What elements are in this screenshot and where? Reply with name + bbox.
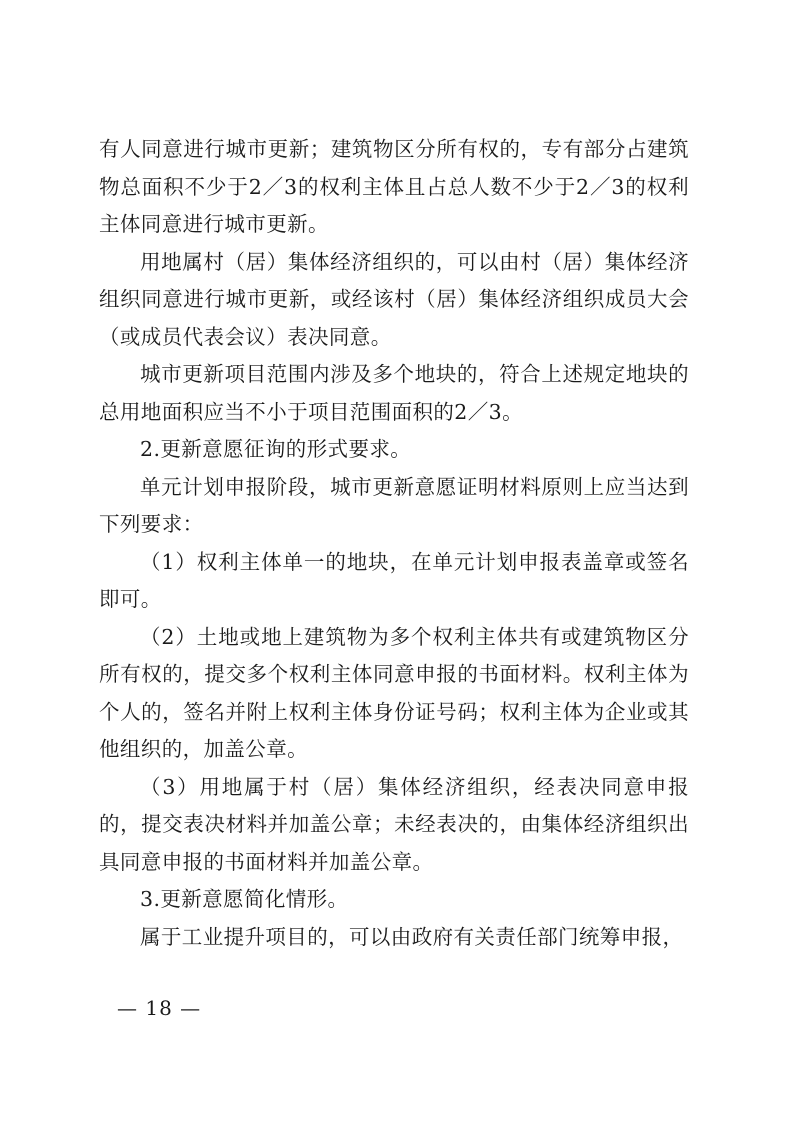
list-item-2: （2）土地或地上建筑物为多个权利主体共有或建筑物区分所有权的，提交多个权利主体同意申报的书面材料。权利主体为个人的，签名并附上权利主体身份证号码；权利主体为企业或其他组织的，加盖公章。 — [99, 624, 689, 761]
heading-simplified-cases: 3.更新意愿简化情形。 — [140, 887, 349, 911]
paragraph-multiple-plots: 城市更新项目范围内涉及多个地块的，符合上述规定地块的总用地面积应当不小于项目范围面积的2／3。 — [99, 362, 689, 424]
list-item-3: （3）用地属于村（居）集体经济组织，经表决同意申报的，提交表决材料并加盖公章；未经表决的，由集体经济组织出具同意申报的书面材料并加盖公章。 — [99, 774, 689, 874]
paragraph-collective-land: 用地属村（居）集体经济组织的，可以由村（居）集体经济组织同意进行城市更新，或经该村（居）集体经济组织成员大会（或成员代表会议）表决同意。 — [99, 249, 689, 349]
list-item-1: （1）权利主体单一的地块，在单元计划申报表盖章或签名即可。 — [99, 549, 689, 611]
paragraph-industrial-upgrade: 属于工业提升项目的，可以由政府有关责任部门统筹申报， — [140, 924, 684, 949]
body-text — [99, 131, 689, 956]
heading-form-requirements: 2.更新意愿征询的形式要求。 — [140, 437, 412, 461]
page-number: — 18 — — [117, 996, 202, 1020]
paragraph-application-stage: 单元计划申报阶段，城市更新意愿证明材料原则上应当达到下列要求： — [99, 474, 689, 536]
paragraph-continuation: 有人同意进行城市更新；建筑物区分所有权的，专有部分占建筑物总面积不少于2／3的权利主体且占总人数不少于2／3的权利主体同意进行城市更新。 — [99, 137, 689, 236]
